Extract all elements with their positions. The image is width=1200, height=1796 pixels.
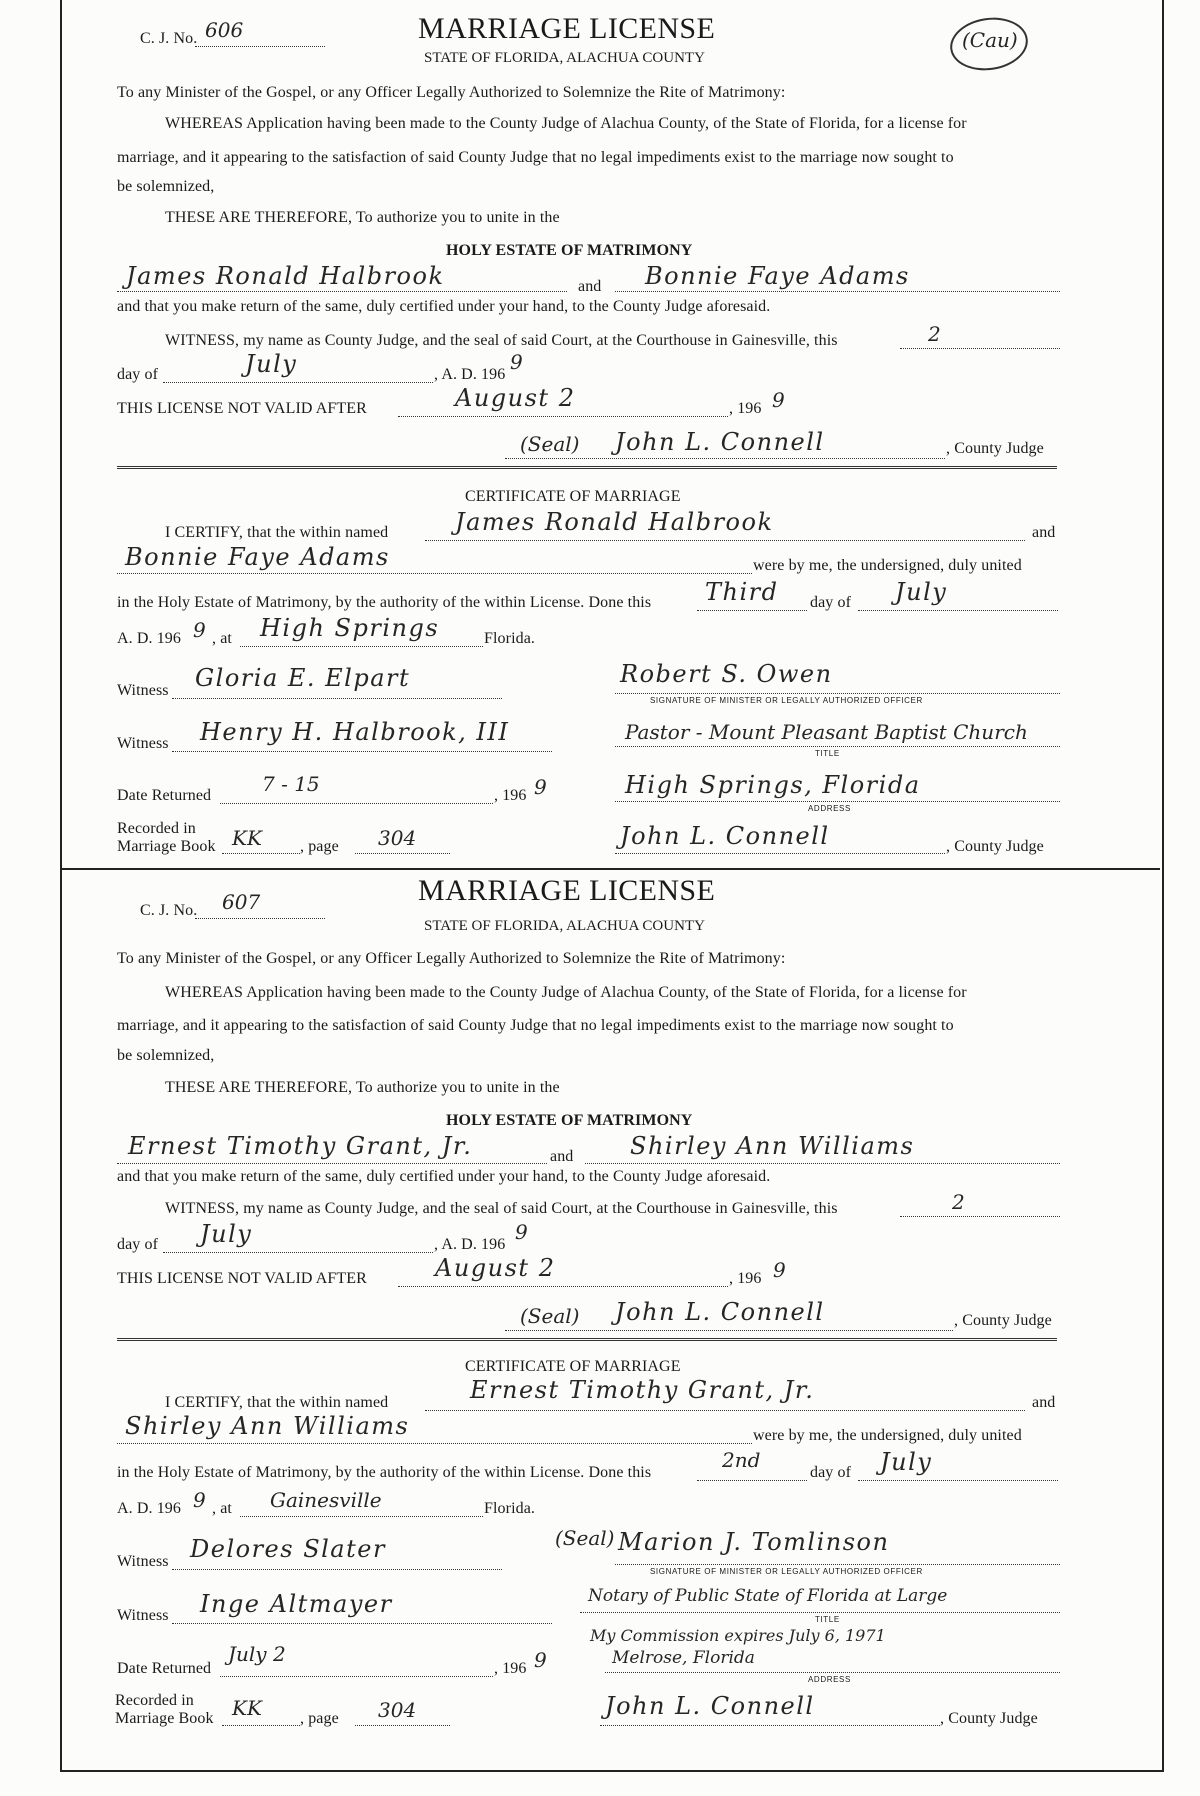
- license-title: MARRIAGE LICENSE: [418, 874, 716, 907]
- judge-signature: John L. Connell: [615, 1298, 825, 1326]
- left-border: [60, 0, 62, 1770]
- certify-line: I CERTIFY, that the within named: [165, 524, 389, 541]
- certificate-title: CERTIFICATE OF MARRIAGE: [465, 1358, 681, 1375]
- officer-title-value: Notary of Public State of Florida at Large: [588, 1586, 948, 1606]
- page-label: , page: [300, 1710, 339, 1727]
- license-subtitle: STATE OF FLORIDA, ALACHUA COUNTY: [424, 50, 705, 66]
- united-line: were by me, the undersigned, duly united: [753, 1427, 1022, 1444]
- seal-mark: (Seal): [520, 432, 580, 456]
- witness-2-label: Witness: [117, 1607, 169, 1624]
- section-divider: [117, 1338, 1057, 1341]
- done-month: July: [880, 1448, 933, 1476]
- witness-1-label: Witness: [117, 1553, 169, 1570]
- issue-month: July: [245, 350, 298, 378]
- groom-name: James Ronald Halbrook: [126, 262, 445, 290]
- bottom-border: [60, 1770, 1164, 1772]
- holy-estate-line: in the Holy Estate of Matrimony, by the authority of the within License. Done this: [117, 1464, 652, 1481]
- issue-year-digit: 9: [510, 350, 523, 374]
- and-label: and: [1032, 524, 1056, 541]
- page-value: 304: [378, 1698, 417, 1722]
- holy-estate: HOLY ESTATE OF MATRIMONY: [446, 1112, 693, 1129]
- at-label: , at: [212, 1500, 232, 1517]
- officer-signature: Robert S. Owen: [620, 660, 833, 688]
- witness-2-signature: Henry H. Halbrook, III: [200, 718, 510, 746]
- witness-1-signature: Delores Slater: [190, 1535, 386, 1563]
- not-valid-label: THIS LICENSE NOT VALID AFTER: [117, 1270, 367, 1287]
- day-of-label: day of: [117, 1236, 159, 1253]
- witness-line: WITNESS, my name as County Judge, and the seal of said Court, at the Courthouse in Gainesville, this: [165, 1200, 838, 1217]
- address-caption: ADDRESS: [808, 804, 851, 813]
- county-judge-label: , County Judge: [954, 1312, 1052, 1329]
- cj-number: 607: [222, 890, 261, 914]
- witness-1-label: Witness: [117, 682, 169, 699]
- done-place: Gainesville: [270, 1488, 382, 1512]
- and-label: and: [1032, 1394, 1056, 1411]
- officer-caption: SIGNATURE OF MINISTER OR LEGALLY AUTHORIZED OFFICER: [650, 1567, 923, 1576]
- record-separator: [60, 868, 1160, 870]
- florida-label: Florida.: [484, 630, 536, 647]
- expire-date: August 2: [455, 384, 576, 412]
- witness-line: WITNESS, my name as County Judge, and the seal of said Court, at the Courthouse in Gainesville, this: [165, 332, 838, 349]
- page-value: 304: [378, 826, 417, 850]
- cert-name-1: James Ronald Halbrook: [455, 508, 774, 536]
- these-line: THESE ARE THEREFORE, To authorize you to unite in the: [165, 209, 560, 226]
- marriage-book-value: KK: [232, 1696, 262, 1720]
- done-place: High Springs: [260, 614, 440, 642]
- issue-month: July: [200, 1220, 253, 1248]
- date-returned-year-label: , 196: [494, 787, 527, 804]
- done-day: Third: [705, 578, 779, 606]
- day-of-label: day of: [810, 1464, 852, 1481]
- officer-title-value: Pastor - Mount Pleasant Baptist Church: [625, 720, 1028, 744]
- address-caption: ADDRESS: [808, 1675, 851, 1684]
- done-year-digit: 9: [193, 618, 206, 642]
- cert-name-1: Ernest Timothy Grant, Jr.: [470, 1376, 815, 1404]
- license-subtitle: STATE OF FLORIDA, ALACHUA COUNTY: [424, 918, 705, 934]
- recorded-in-label: Recorded in: [115, 1692, 194, 1709]
- marriage-book-value: KK: [232, 826, 262, 850]
- date-returned-label: Date Returned: [117, 1660, 212, 1677]
- witness-1-signature: Gloria E. Elpart: [195, 664, 411, 692]
- judge-signature: John L. Connell: [605, 1692, 815, 1720]
- holy-estate: HOLY ESTATE OF MATRIMONY: [446, 242, 693, 259]
- florida-label: Florida.: [484, 1500, 536, 1517]
- county-judge-label: , County Judge: [946, 440, 1044, 457]
- seal-mark: (Seal): [555, 1526, 615, 1550]
- certificate-title: CERTIFICATE OF MARRIAGE: [465, 488, 681, 505]
- cj-label: C. J. No.: [140, 30, 198, 47]
- day-of-label: day of: [810, 594, 852, 611]
- groom-name: Ernest Timothy Grant, Jr.: [128, 1132, 473, 1160]
- ad-label: A. D. 196: [117, 1500, 182, 1517]
- ad-label: , A. D. 196: [434, 1236, 506, 1253]
- whereas-3: be solemnized,: [117, 1047, 215, 1064]
- united-line: were by me, the undersigned, duly united: [753, 557, 1022, 574]
- date-returned-year-label: , 196: [494, 1660, 527, 1677]
- officer-address-value: High Springs, Florida: [625, 771, 921, 799]
- whereas-3: be solemnized,: [117, 178, 215, 195]
- witness-2-label: Witness: [117, 735, 169, 752]
- title-caption: TITLE: [815, 749, 840, 758]
- return-line: and that you make return of the same, duly certified under your hand, to the County Judge aforesaid.: [117, 298, 771, 315]
- at-label: , at: [212, 630, 232, 647]
- witness-day: 2: [928, 322, 941, 346]
- and-label: and: [550, 1148, 574, 1165]
- witness-2-signature: Inge Altmayer: [200, 1590, 393, 1618]
- date-returned-value: 7 - 15: [262, 772, 320, 796]
- expire-year-digit: 9: [773, 1258, 786, 1282]
- judge-signature: John L. Connell: [615, 428, 825, 456]
- cert-name-2: Shirley Ann Williams: [125, 1412, 410, 1440]
- officer-signature: Marion J. Tomlinson: [618, 1528, 890, 1556]
- done-year-digit: 9: [193, 1488, 206, 1512]
- not-valid-label: THIS LICENSE NOT VALID AFTER: [117, 400, 367, 417]
- date-returned-year-digit: 9: [534, 775, 547, 799]
- county-judge-label: , County Judge: [940, 1710, 1038, 1727]
- county-judge-label: , County Judge: [946, 838, 1044, 855]
- and-label: and: [578, 278, 602, 295]
- done-month: July: [895, 578, 948, 606]
- expire-date: August 2: [435, 1254, 556, 1282]
- title-caption: TITLE: [815, 1615, 840, 1624]
- ad-label: A. D. 196: [117, 630, 182, 647]
- commission-note: My Commission expires July 6, 1971: [590, 1626, 886, 1645]
- ad-label: , A. D. 196: [434, 366, 506, 383]
- stamp-text: (Cau): [962, 28, 1018, 52]
- certify-line: I CERTIFY, that the within named: [165, 1394, 389, 1411]
- bride-name: Bonnie Faye Adams: [645, 262, 910, 290]
- page-label: , page: [300, 838, 339, 855]
- seal-mark: (Seal): [520, 1304, 580, 1328]
- marriage-book-label: Marriage Book: [117, 838, 216, 855]
- section-divider: [117, 466, 1057, 469]
- bride-name: Shirley Ann Williams: [630, 1132, 915, 1160]
- marriage-book-label: Marriage Book: [115, 1710, 214, 1727]
- witness-day: 2: [952, 1190, 965, 1214]
- return-line: and that you make return of the same, duly certified under your hand, to the County Judge aforesaid.: [117, 1168, 771, 1185]
- whereas-2: marriage, and it appearing to the satisfaction of said County Judge that no legal impediments exist to the marriage now sought to: [117, 149, 954, 166]
- recorded-in-label: Recorded in: [117, 820, 196, 837]
- expire-year-label: , 196: [729, 1270, 762, 1287]
- whereas-1: WHEREAS Application having been made to the County Judge of Alachua County, of the State of Florida, for a license for: [165, 115, 967, 132]
- officer-address-value: Melrose, Florida: [612, 1648, 755, 1668]
- day-of-label: day of: [117, 366, 159, 383]
- holy-estate-line: in the Holy Estate of Matrimony, by the authority of the within License. Done this: [117, 594, 652, 611]
- expire-year-label: , 196: [729, 400, 762, 417]
- license-title: MARRIAGE LICENSE: [418, 12, 716, 45]
- cj-label: C. J. No.: [140, 902, 198, 919]
- issue-year-digit: 9: [515, 1220, 528, 1244]
- date-returned-label: Date Returned: [117, 787, 212, 804]
- right-border: [1162, 0, 1164, 1770]
- cert-name-2: Bonnie Faye Adams: [125, 543, 390, 571]
- to-line: To any Minister of the Gospel, or any Officer Legally Authorized to Solemnize the Rite of Matrimony:: [117, 84, 786, 101]
- whereas-1: WHEREAS Application having been made to the County Judge of Alachua County, of the State of Florida, for a license for: [165, 984, 967, 1001]
- officer-caption: SIGNATURE OF MINISTER OR LEGALLY AUTHORIZED OFFICER: [650, 696, 923, 705]
- done-day: 2nd: [722, 1448, 761, 1472]
- judge-signature: John L. Connell: [620, 822, 830, 850]
- these-line: THESE ARE THEREFORE, To authorize you to unite in the: [165, 1079, 560, 1096]
- date-returned-value: July 2: [228, 1642, 286, 1666]
- whereas-2: marriage, and it appearing to the satisfaction of said County Judge that no legal impediments exist to the marriage now sought to: [117, 1017, 954, 1034]
- date-returned-year-digit: 9: [534, 1648, 547, 1672]
- to-line: To any Minister of the Gospel, or any Officer Legally Authorized to Solemnize the Rite of Matrimony:: [117, 950, 786, 967]
- expire-year-digit: 9: [772, 388, 785, 412]
- cj-number: 606: [205, 18, 244, 42]
